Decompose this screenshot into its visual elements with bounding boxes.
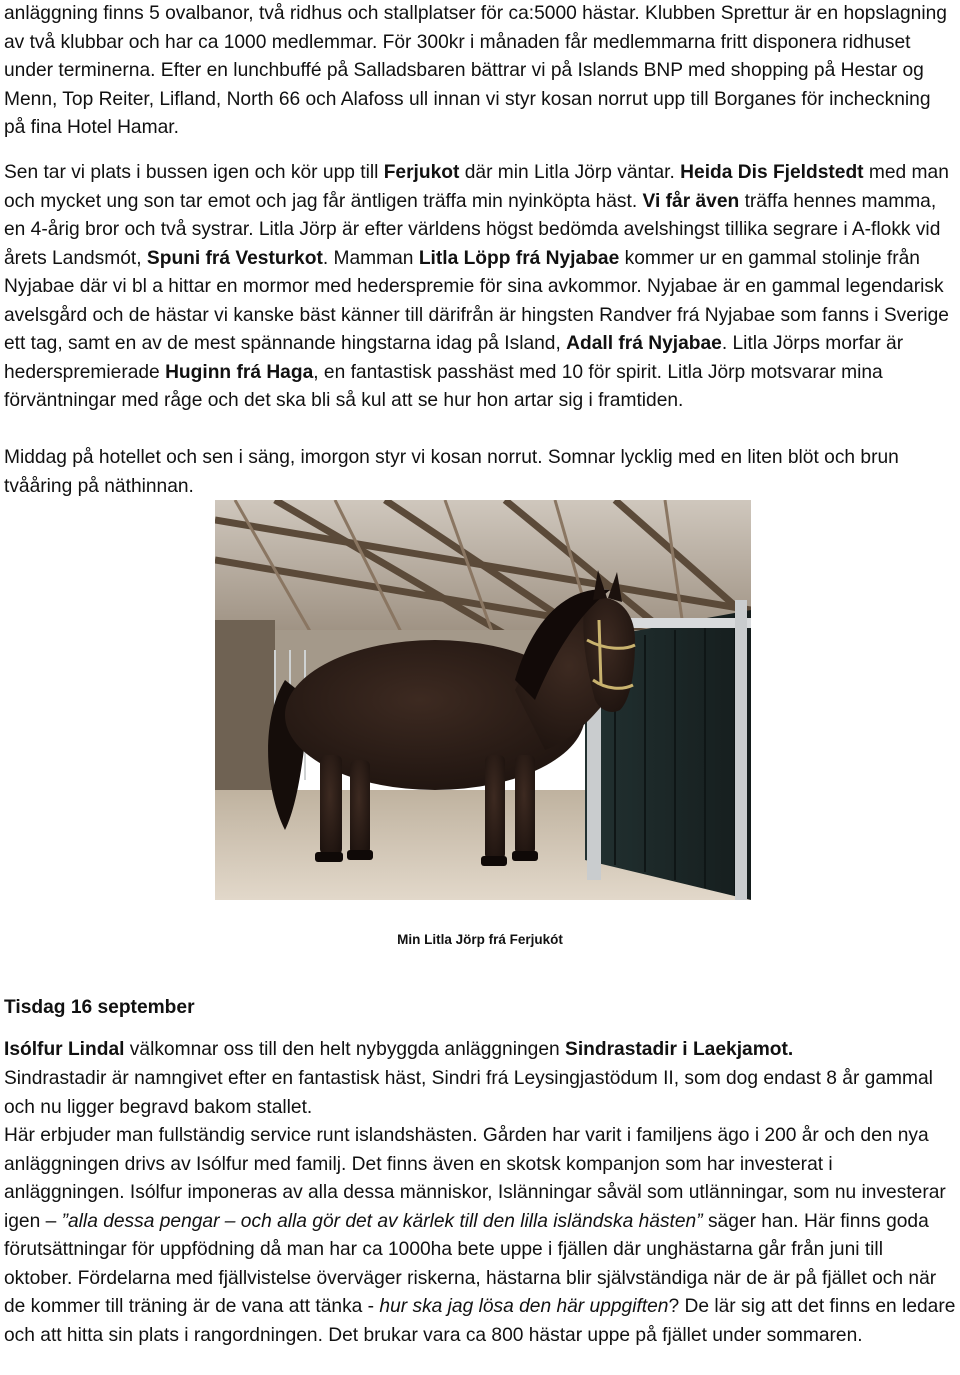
p-ferjukot-run-4: med man och mycket ung son tar emot och jag får äntligen träffa min nyinköpta häst. bbox=[4, 162, 949, 212]
p-ferjukot-run-2: där min Litla Jörp väntar. bbox=[459, 162, 681, 183]
paragraph-middag bbox=[4, 444, 956, 501]
p-ferjukot-run-11: kommer ur en gammal stolinje från Nyjabae där vi bl a hittar en mormor med hederspremie för sina avkommor. Nyjabae är en gammal legendarisk avelsgård och de hästar vi kanske bäst känner till därifrån är hingsten Randver frá Nyjabae som fanns i Sverige ett tag, samt en av de mest spännande hingstarna idag på Island, bbox=[4, 247, 949, 354]
p-isolfur-run-1: välkomnar oss till den helt nybyggda anläggningen bbox=[124, 1039, 566, 1060]
p-service-run-2: säger han. Här finns goda förutsättningar för uppfödning då man har ca 1000ha bete uppe i fjällen där unghästarna går från juni till oktober. Fördelarna med fjällvistelse överväger riskerna, hästarna blir självständiga när de är på fjället och när de kommer till träning är de vana att tänka - bbox=[4, 1210, 937, 1317]
p-service-run-4: ? De lär sig att det finns en ledare och att hitta sin plats i rangordningen. Det brukar vara ca 800 hästar uppe på fjället under sommaren. bbox=[4, 1296, 956, 1346]
horse-hoof bbox=[347, 850, 373, 860]
p-ferjukot-run-13: . Litla Jörps morfar är hederspremierade bbox=[4, 333, 904, 383]
p-intro-run-0: anläggning finns 5 ovalbanor, två ridhus och stallplatser för ca:5000 hästar. Klubben Sprettur är en hopslagning av två klubbar och har ca 1000 medlemmar. För 300kr i månaden får medlemmarna fritt disponera ridhuset under terminerna. Efter en lunchbuffé på Salladsbaren bättrar vi på Islands BNP med shopping på Hestar og Menn, Top Reiter, Lifland, North 66 och Alafoss ull innan vi styr kosan norrut upp till Borganes för incheckning på fina Hotel Hamar. bbox=[4, 3, 947, 138]
p-isolfur-run-2: Sindrastadir i Laekjamot. bbox=[565, 1039, 794, 1060]
p-ferjukot-run-14: Huginn frá Haga bbox=[165, 361, 314, 383]
p-sindrastadir-run-0: Sindrastadir är namngivet efter en fantastisk häst, Sindri frá Leysingjastödum II, som dog endast 8 år gammal och nu ligger begravd bakom stallet. bbox=[4, 1068, 933, 1118]
p-ferjukot-run-3: Heida Dis Fjeldstedt bbox=[680, 162, 864, 183]
paragraph-intro bbox=[4, 0, 956, 143]
p-service-run-3: hur ska jag lösa den här uppgiften bbox=[379, 1296, 669, 1317]
p-isolfur-run-0: Isólfur Lindal bbox=[4, 1039, 125, 1060]
p-middag-run-0: Middag på hotellet och sen i säng, imorgon styr vi kosan norrut. Somnar lycklig med en liten blöt och brun tvååring på näthinnan. bbox=[4, 447, 899, 497]
p-service-run-0: Här erbjuder man fullständig service runt islandshästen. Gården har varit i familjens ägo i 200 år och den nya anläggningen drivs av Isólfur med familj. Det finns även en skotsk kompanjon som har investerat i anläggningen. Isólfur imponeras av alla dessa människor, Islänningar såväl som utlänningar, som nu investerar igen – bbox=[4, 1125, 946, 1232]
stall-post-far bbox=[735, 600, 747, 900]
p-ferjukot-run-5: Vi får även bbox=[642, 190, 740, 212]
paragraph-ferjukot bbox=[4, 159, 956, 416]
p-ferjukot-run-12: Adall frá Nyjabae bbox=[566, 333, 722, 354]
p-ferjukot-run-15: , en fantastisk passhäst med 10 för spirit. Litla Jörp motsvarar mina förväntningar med råge och det ska bli så kul att se hur hon artar sig i framtiden. bbox=[4, 361, 883, 411]
p-ferjukot-run-10: Litla Löpp frá Nyjabae bbox=[418, 247, 620, 269]
p-ferjukot-run-6: träffa hennes mamma, en 4-årig bror och två systrar. bbox=[4, 190, 937, 240]
horse-leg-back-right bbox=[350, 760, 370, 855]
p-ferjukot-run-9: . Mamman bbox=[322, 247, 419, 269]
horse-hoof bbox=[481, 856, 507, 866]
paragraph-service bbox=[4, 1122, 956, 1350]
paragraph-sindrastadir bbox=[4, 1065, 956, 1122]
p-service-run-1: ”alla dessa pengar – och alla gör det av kärlek till den lilla isländska hästen” bbox=[61, 1210, 703, 1232]
section-heading: Tisdag 16 september bbox=[4, 997, 195, 1018]
photo-caption: Min Litla Jörp frá Ferjukót bbox=[397, 932, 563, 947]
p-ferjukot-run-8: Spuni frá Vesturkot bbox=[146, 247, 323, 269]
horse-leg-front-right bbox=[515, 755, 535, 855]
horse-hoof bbox=[512, 851, 538, 861]
horse-photo bbox=[215, 500, 751, 900]
p-ferjukot-run-1: Ferjukot bbox=[383, 162, 460, 183]
horse-leg-back-left bbox=[320, 755, 342, 855]
p-ferjukot-run-7: Litla Jörp är efter världens högst bedömda avelshingst tillika segrare i A-flokk vid årets Landsmót, bbox=[4, 219, 941, 269]
horse-hoof bbox=[315, 852, 343, 862]
paragraph-isolfur bbox=[4, 1036, 956, 1065]
horse-leg-front-left bbox=[485, 755, 505, 860]
p-ferjukot-run-0: Sen tar vi plats i bussen igen och kör upp till bbox=[4, 162, 384, 183]
